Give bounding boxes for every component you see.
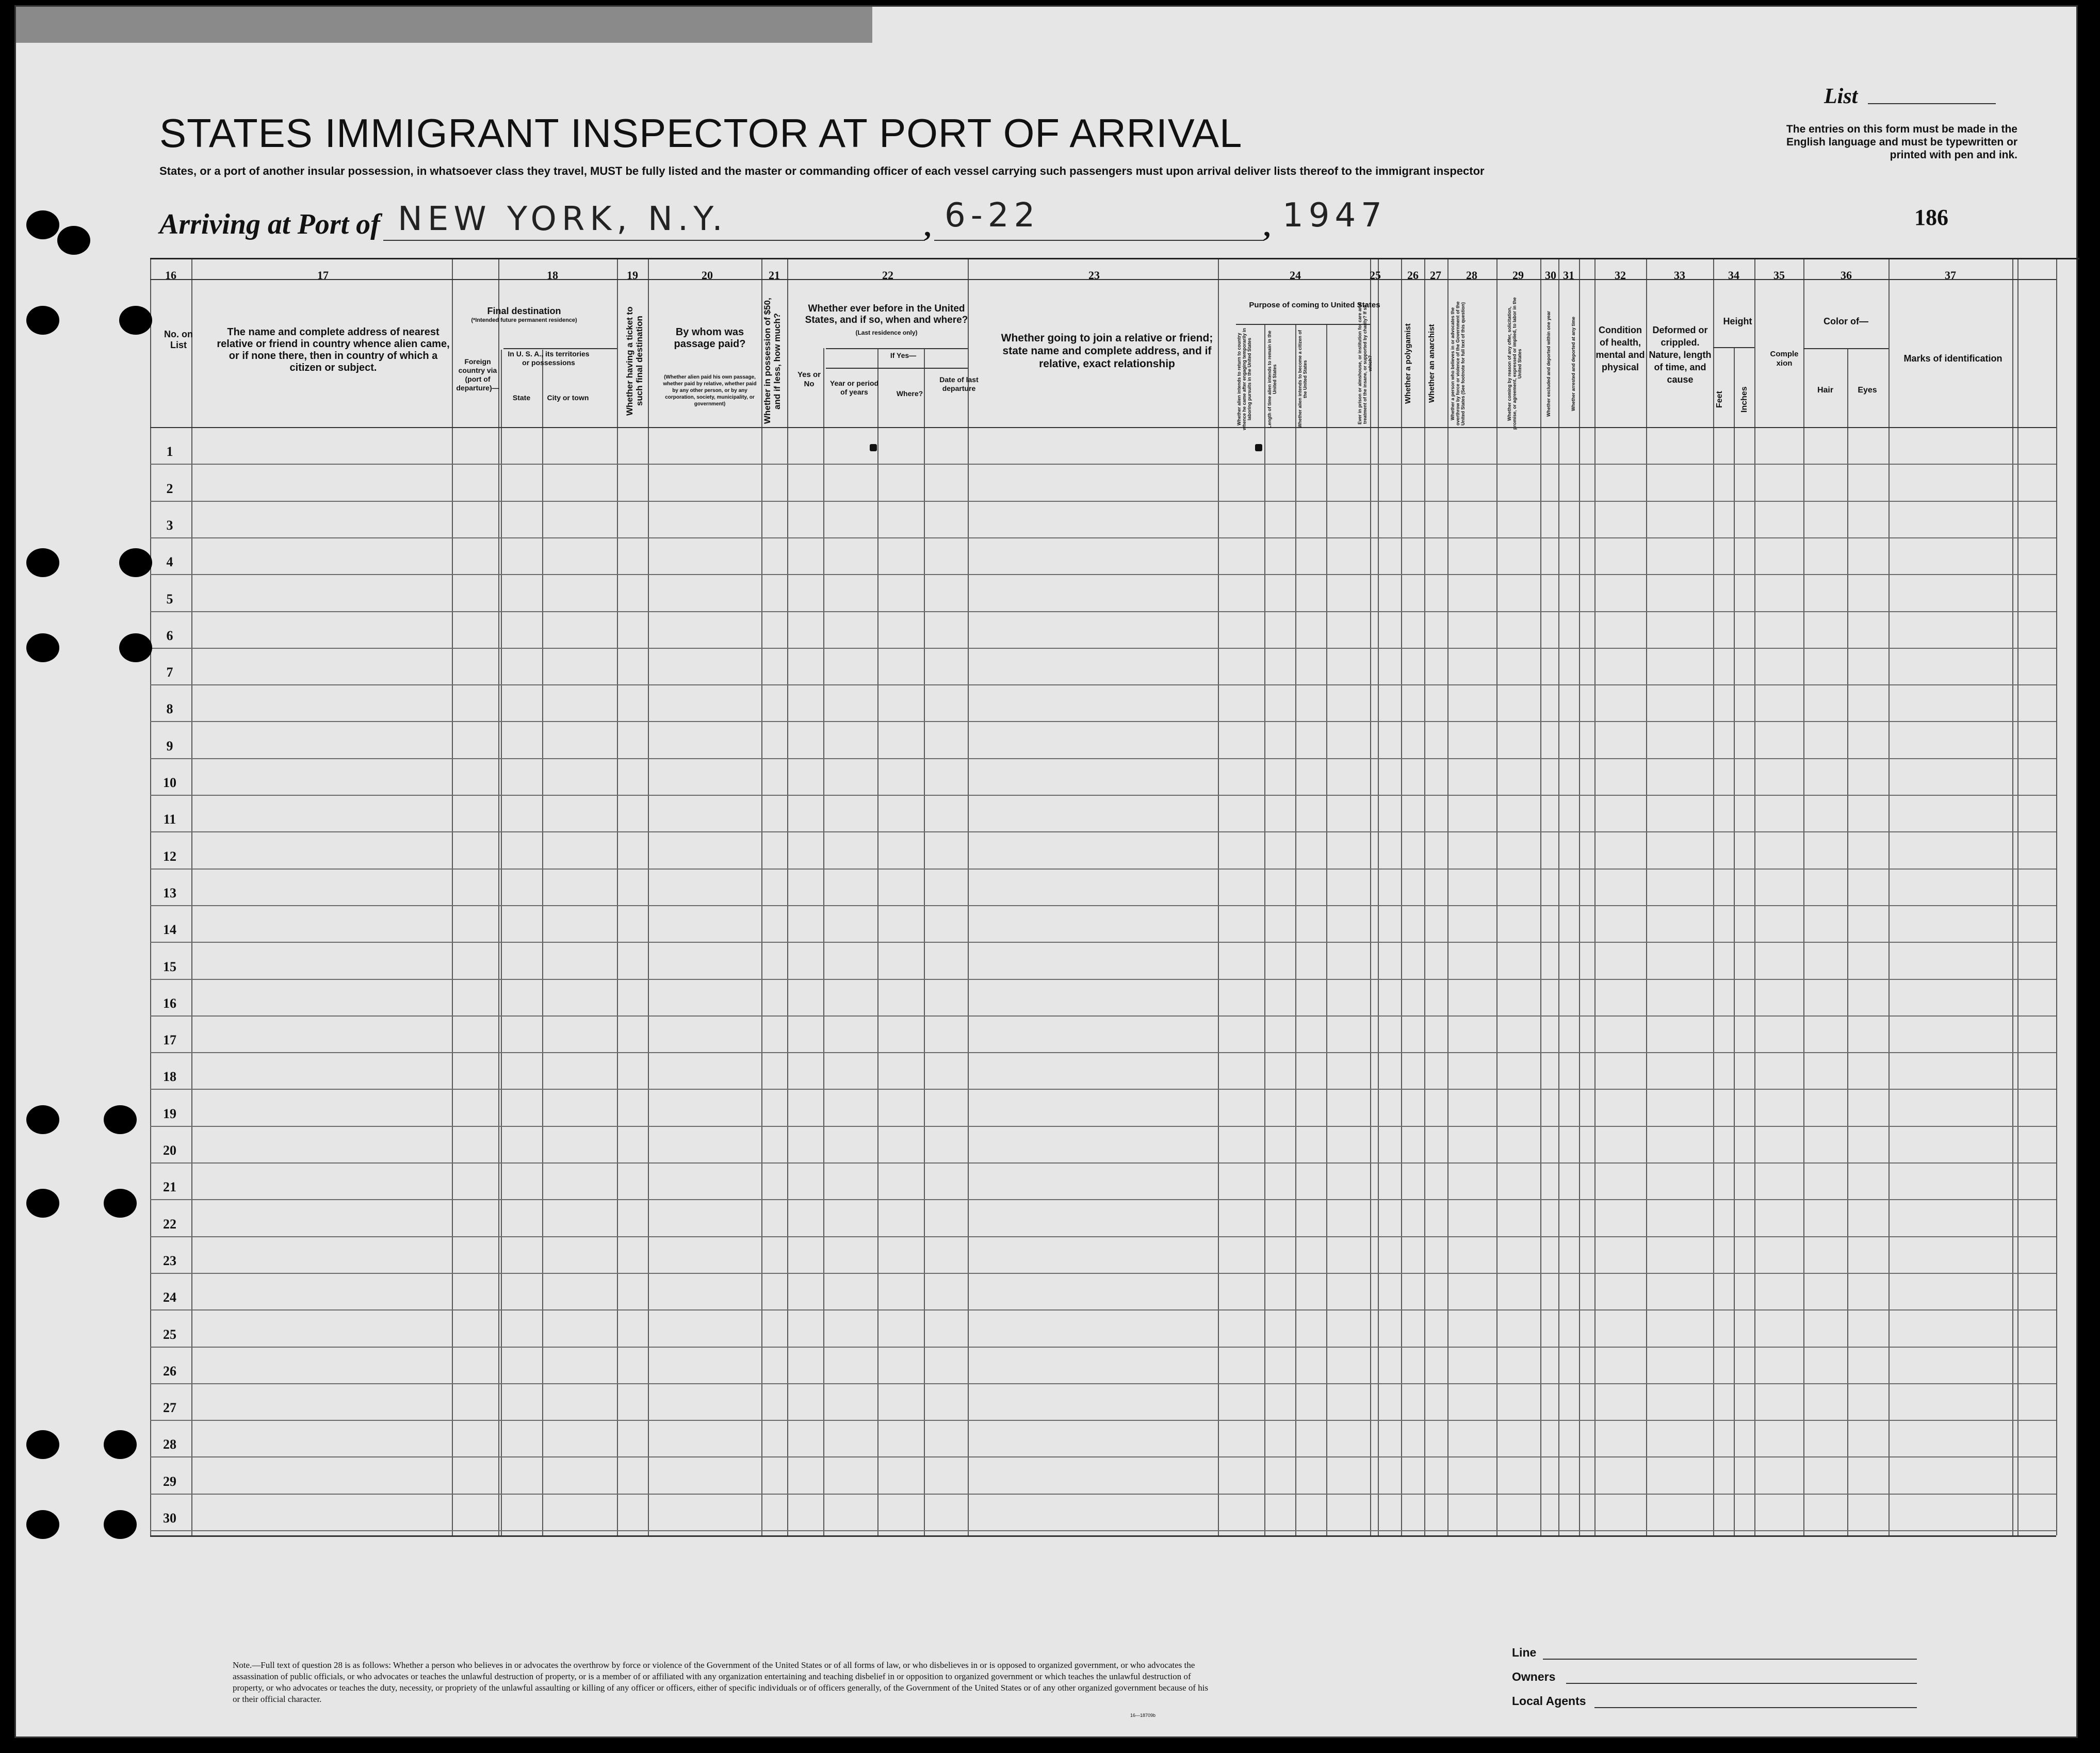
header-fifty-dollars: Whether in possession of $50, and if less, how much? [762,298,782,424]
column-number: 18 [547,269,558,282]
row-number: 7 [166,665,173,680]
table-row [150,574,2056,575]
table-row [150,1199,2056,1200]
header-hair: Hair [1817,386,1834,395]
header-year-period: Year or period of years [829,379,879,396]
punch-hole [26,210,59,239]
column-rule [1447,259,1448,1535]
column-rule [1594,259,1596,1535]
column-number: 31 [1563,269,1574,282]
port-handwriting: NEW YORK, N.Y. [398,200,728,238]
column-rule [1540,259,1541,1535]
column-rule [1496,259,1497,1535]
header-color-of: Color of— [1824,316,1868,326]
table-row [150,1420,2056,1421]
column-number: 20 [702,269,713,282]
column-rule [1424,259,1425,1535]
line-signature-line [1543,1659,1917,1660]
header-join-relative: Whether going to join a relative or friend; state name and complete address, and if relative, exact relationship [1001,332,1213,370]
owners-label: Owners [1512,1670,1556,1683]
column-rule [2056,259,2057,1535]
column-rule [648,259,649,1535]
list-number-line [1868,103,1996,104]
punch-hole [119,548,152,577]
row-number: 16 [163,995,176,1011]
header-relative-address: The name and complete address of nearest relative or friend in country whence alien came, or if none there, then in country of which a citizen or subject. [217,326,450,373]
column-rule [1401,259,1402,1535]
row-number: 11 [163,812,176,827]
table-row [150,1273,2056,1274]
column-number: 21 [769,269,780,282]
table-row [150,869,2056,870]
row-number: 1 [166,444,173,460]
table-row [150,1530,2056,1531]
table-row [150,1347,2056,1348]
row-number: 3 [166,517,173,533]
local-agents-label: Local Agents [1512,1694,1586,1708]
header-final-destination: Final destination [487,306,561,316]
table-row [150,979,2056,980]
arriving-port-label: Arriving at Port of [159,208,380,240]
header-purpose-return: Whether alien intends to return to country whence he came after engaging temporarily in laboring pursuits in the United States [1236,327,1252,431]
punch-hole [26,1430,59,1459]
column-rule [1713,259,1714,1535]
date-line [934,240,1264,241]
header-polygamist: Whether a polygamist [1404,323,1412,404]
column-rule [968,259,969,1535]
table-row [150,1309,2056,1310]
subcolumn-rule [1264,324,1265,1535]
header-arrested-deported: Whether arrested and deported at any time [1571,316,1576,411]
punch-hole [119,633,152,662]
header-rule-line [1803,348,1889,349]
row-number: 4 [166,554,173,570]
table-row [150,942,2056,943]
punch-hole [104,1510,137,1539]
column-number: 37 [1945,269,1956,282]
header-deformed: Deformed or crippled. Nature, length of time, and cause [1649,325,1712,385]
header-excluded-deported: Whether excluded and deported within one year [1546,310,1551,417]
header-ticket: Whether having a ticket to such final destination [625,306,644,416]
column-rule [2017,259,2018,1535]
column-rule [1218,259,1219,1535]
header-rule-line [1713,347,1754,348]
header-rule-line [826,348,968,349]
punch-hole [26,633,59,662]
row-number: 27 [163,1400,176,1416]
punch-hole [104,1430,137,1459]
table-row [150,1089,2056,1090]
header-rule-line [826,368,968,369]
header-purpose-citizen: Whether alien intends to become a citizen of the United States [1297,330,1308,429]
punch-hole [26,1189,59,1218]
header-passage-paid: By whom was passage paid? [674,326,746,350]
column-number: 35 [1773,269,1785,282]
column-number: 32 [1615,269,1626,282]
header-complexion: Complexion [1770,350,1799,368]
column-rule [498,259,499,1535]
punch-hole [26,1105,59,1134]
row-number: 18 [163,1069,176,1085]
header-marks-identification: Marks of identification [1903,353,2003,364]
footnote-question-28: Note.—Full text of question 28 is as follows: Whether a person who believes in or advocates the overthrow by force or violence of the Government of the United States or of all forms of law, or who disbelieves in or is opposed to organized government, or who advocates the assassination of public officials, or who advocates or teaches the unlawful destruction of property, or is a member of or affiliated with any organization entertaining and teaching disbelief in or opposition to organized government or which teaches the unlawful destruction of property, or who advocates or teaches the duty, necessity, or propriety of the unlawful assaulting or killing of any officer or officers, either of specific individuals or of officers generally, of the Government of the United States or of any other organized government because of his or their official character. [233,1660,1209,1704]
year-handwriting: 1947 [1282,196,1387,235]
table-row [150,501,2056,502]
punch-hole [26,548,59,577]
local-agents-signature-line [1594,1707,1917,1708]
punch-hole [26,1510,59,1539]
top-edge-band [16,7,872,43]
header-last-departure: Date of last departure [939,375,979,392]
column-number: 26 [1407,269,1419,282]
port-line [383,240,925,241]
column-number: 23 [1088,269,1100,282]
row-number: 28 [163,1437,176,1452]
column-rule [191,259,192,1535]
header-rule-line [150,427,2056,428]
table-row [150,1383,2056,1384]
header-prison-almshouse: Ever in prison or almshouse, or institution for care and treatment of the insane, or supported by charity? If so, which? [1357,303,1373,424]
punch-hole [104,1105,137,1134]
header-rule [150,258,2079,259]
header-city: City or town [547,394,589,402]
column-rule [452,259,453,1535]
table-row [150,795,2056,796]
footnote-form-code: 16—18709b [1130,1713,1156,1718]
table-row [150,684,2056,685]
header-height: Height [1723,316,1752,326]
header-health: Condition of health, mental and physical [1596,325,1645,372]
punch-hole [119,306,152,335]
column-number: 34 [1728,269,1739,282]
row-number: 15 [163,959,176,974]
row-number: 22 [163,1216,176,1232]
header-rule-line [503,348,617,349]
column-rule [1579,259,1580,1535]
date-comma: , [1263,211,1271,243]
table-row [150,1052,2056,1053]
row-number: 29 [163,1473,176,1489]
table-row [150,1126,2056,1127]
row-number: 30 [163,1511,176,1526]
row-number: 9 [166,738,173,753]
row-number: 17 [163,1033,176,1048]
form-title: STATES IMMIGRANT INSPECTOR AT PORT OF ARRIVAL [159,110,1243,156]
row-number: 20 [163,1143,176,1158]
table-row [150,611,2056,612]
header-ever-before: Whether ever before in the United States, and if so, when and where? [805,303,968,325]
row-number: 19 [163,1106,176,1121]
table-row [150,831,2056,832]
column-number: 24 [1290,269,1301,282]
header-height-inches: Inches [1740,386,1749,413]
column-number: 27 [1430,269,1441,282]
header-no-on-list: No. on List [164,329,193,350]
column-rule [1803,259,1804,1535]
column-number: 25 [1370,269,1381,282]
punch-hole [57,226,90,255]
column-number: 36 [1841,269,1852,282]
column-rule [1378,259,1379,1535]
column-rule [1889,259,1890,1535]
row-number: 23 [163,1253,176,1268]
row-number: 6 [166,628,173,643]
header-foreign-country: Foreign country via (port of departure)— [456,357,499,392]
row-number: 2 [166,481,173,496]
header-state: State [512,394,531,402]
header-in-usa: In U. S. A., its territories or possessions [508,350,590,367]
form-subtitle: States, or a port of another insular possession, in whatsoever class they travel, MUST be fully listed and the master or commanding officer of each vessel carrying such passengers must upon arrival deliver lists thereof to the immigrant inspector [159,165,1485,177]
column-rule [150,259,151,1535]
header-ever-before-note: (Last residence only) [855,329,918,336]
header-final-destination-note: (*Intended future permanent residence) [471,317,577,323]
row-number: 24 [163,1290,176,1305]
column-rule [1646,259,1647,1535]
row-number: 10 [163,775,176,790]
punch-hole [26,306,59,335]
subcolumn-rule [1734,347,1735,1535]
header-where: Where? [896,389,923,398]
column-rule [1558,259,1559,1535]
subcolumn-rule [1326,324,1327,1535]
column-number: 16 [165,269,176,282]
table-bottom-rule [150,1535,2056,1537]
form-instructions: The entries on this form must be made in the English language and must be typewritten or printed with pen and ink. [1786,123,2017,161]
row-number: 8 [166,701,173,717]
column-number: 17 [317,269,329,282]
header-labor-offer: Whether coming by reason of any offer, solicitation, promise, or agreement, expressed or implied, to labor in the United States [1507,297,1522,430]
header-passage-paid-note: (Whether alien paid his own passage, whether paid by relative, whether paid by any other person, or by any corporation, society, municipality, or government) [663,374,757,407]
header-rule-line [1236,324,1370,325]
header-anarchist: Whether an anarchist [1427,324,1436,403]
line-label: Line [1512,1646,1537,1659]
header-purpose: Purpose of coming to United States [1249,301,1380,309]
table-row [150,758,2056,759]
column-number: 22 [882,269,893,282]
table-row [150,721,2056,722]
column-number: 19 [627,269,638,282]
table-row [150,1236,2056,1237]
subcolumn-rule [1295,324,1296,1535]
table-row [150,1494,2056,1495]
row-number: 14 [163,922,176,938]
list-label: List [1824,85,1858,108]
header-eyes: Eyes [1858,386,1877,395]
owners-signature-line [1566,1683,1917,1684]
column-number: 33 [1674,269,1685,282]
port-comma: , [924,211,931,243]
table-row [150,537,2056,538]
punch-hole [104,1189,137,1218]
row-number: 13 [163,885,176,900]
column-number: 30 [1545,269,1556,282]
header-overthrow: Whether a person who believes in or advocates the overthrow by force or violence of the Government of the United States (See footnote for full text of this question) [1450,301,1466,426]
table-row [150,648,2056,649]
column-rule [2012,259,2013,1535]
row-number: 26 [163,1363,176,1379]
table-row [150,905,2056,906]
column-rule [761,259,762,1535]
row-number: 21 [163,1179,176,1195]
header-height-feet: Feet [1715,391,1724,408]
page-number: 186 [1914,205,1948,230]
table-row [150,1162,2056,1164]
column-rule [1754,259,1755,1535]
header-if-yes: If Yes— [890,351,917,359]
header-purpose-length: Length of time alien intends to remain in the United States [1267,330,1277,428]
column-number: 29 [1512,269,1524,282]
column-number: 28 [1466,269,1477,282]
column-rule [1370,259,1371,1535]
table-row [150,1015,2056,1017]
column-rule [787,259,788,1535]
table-row [150,1456,2056,1457]
row-number: 12 [163,848,176,864]
row-number: 5 [166,591,173,607]
table-row [150,464,2056,465]
ink-blot [1255,444,1262,451]
column-rule [617,259,618,1535]
ink-blot [870,444,877,451]
form-sheet [14,5,2078,1738]
header-yes-no: Yes or No [797,370,821,388]
row-number: 25 [163,1326,176,1342]
date-handwriting: 6-22 [945,196,1040,235]
